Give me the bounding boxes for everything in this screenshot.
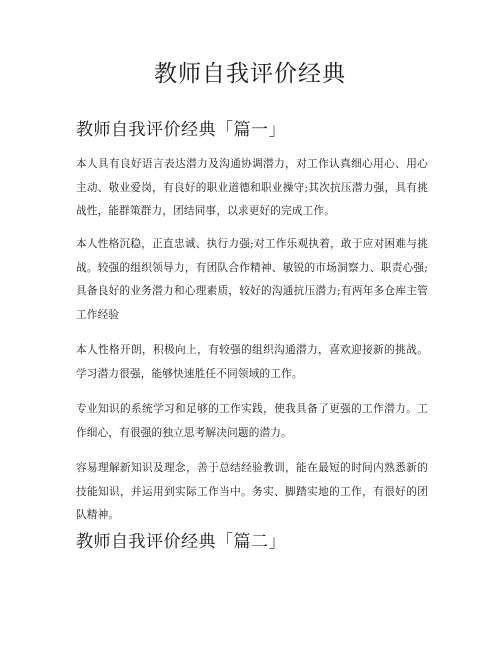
- paragraph-3: 本人性格开朗，积极向上，有较强的组织沟通潜力，喜欢迎接新的挑战。学习潜力很强，能够快速胜任不同领域的工作。: [76, 344, 428, 380]
- paragraph-2: 本人性格沉稳，正直忠诚、执行力强;对工作乐观执着，敢于应对困难与挑战。较强的组织领导力，有团队合作精神、敏锐的市场洞察力、职责心强;具备良好的业务潜力和心理素质，较好的沟通抗压潜力;有两年多仓库主管工作经验: [76, 238, 428, 322]
- section-heading-2: 教师自我评价经典「篇二」: [76, 532, 286, 552]
- document-title: 教师自我评价经典: [154, 61, 346, 87]
- section-heading-1: 教师自我评价经典「篇一」: [76, 120, 286, 140]
- paragraph-5: 容易理解新知识及理念，善于总结经验教训，能在最短的时间内熟悉新的技能知识，并运用到实际工作当中。务实、脚踏实地的工作，有很好的团队精神。: [76, 462, 428, 522]
- paragraph-4: 专业知识的系统学习和足够的工作实践，使我具备了更强的工作潜力。工作细心，有很强的独立思考解决问题的潜力。: [76, 403, 428, 439]
- paragraph-1: 本人具有良好语言表达潜力及沟通协调潜力，对工作认真细心用心、用心主动、敬业爱岗，有良好的职业道德和职业操守;其次抗压潜力强，具有挑战性，能群策群力，团结同事，以求更好的完成工作。: [76, 158, 428, 218]
